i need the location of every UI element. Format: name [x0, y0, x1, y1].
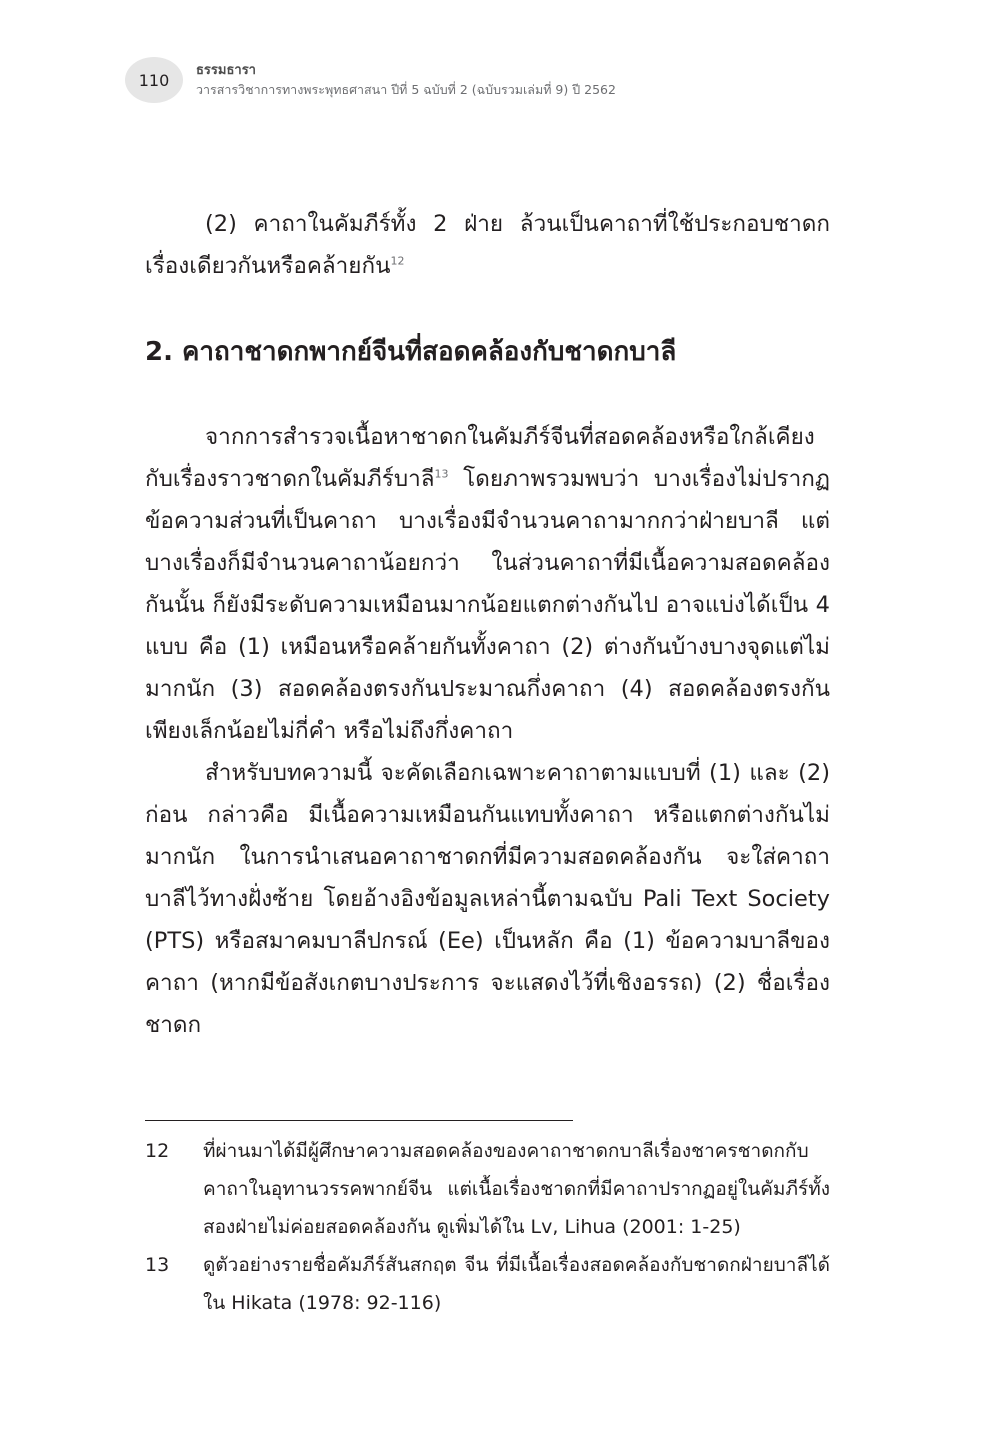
footnote-item	[145, 1246, 830, 1322]
body-paragraph-1-part-b: โดยภาพรวมพบว่า บางเรื่องไม่ปรากฏข้อความส่วนที่เป็นคาถา บางเรื่องมีจำนวนคาถามากกว่าฝ่ายบาลี แต่บางเรื่องก็มีจำนวนคาถาน้อยกว่า ในส่วนคาถาที่มีเนื้อความสอดคล้องกันนั้น ก็ยังมีระดับความเหมือนมากน้อยแตกต่างกันไป อาจแบ่งได้เป็น 4 แบบ คือ (1) เหมือนหรือคล้ายกันทั้งคาถา (2) ต่างกันบ้างบางจุดแต่ไม่มากนัก (3) สอดคล้องตรงกันประมาณกึ่งคาถา (4) สอดคล้องตรงกันเพียงเล็กน้อยไม่กี่คำ หรือไม่ถึงกึ่งคาถา	[145, 466, 830, 744]
page-number-text: 110	[138, 70, 170, 90]
footnote-text: ดูตัวอย่างรายชื่อคัมภีร์สันสกฤต จีน ที่มีเนื้อเรื่องสอดคล้องกับชาดกฝ่ายบาลีได้ใน Hikata (1978: 92-116)	[203, 1254, 830, 1314]
journal-issue: วารสารวิชาการทางพระพุทธศาสนา ปีที่ 5 ฉบับที่ 2 (ฉบับรวมเล่มที่ 9) ปี 2562	[196, 82, 616, 97]
section-title: 2. คาถาชาดกพากย์จีนที่สอดคล้องกับชาดกบาลี	[145, 337, 677, 367]
intro-paragraph-text: (2) คาถาในคัมภีร์ทั้ง 2 ฝ่าย ล้วนเป็นคาถาที่ใช้ประกอบชาดกเรื่องเดียวกันหรือคล้ายกัน	[145, 211, 830, 279]
footnote-number: 12	[145, 1140, 170, 1162]
footnote-text: ที่ผ่านมาได้มีผู้ศึกษาความสอดคล้องของคาถาชาดกบาลีเรื่องชาครชาดกกับคาถาในอุทานวรรคพากย์จีน แต่เนื้อเรื่องชาดกที่มีคาถาปรากฏอยู่ในคัมภีร์ทั้งสองฝ่ายไม่ค่อยสอดคล้องกัน ดูเพิ่มได้ใน Lv, Lihua (2001: 1-25)	[203, 1140, 830, 1238]
body-paragraph-1-part-a: จากการสำรวจเนื้อหาชาดกในคัมภีร์จีนที่สอดคล้องหรือใกล้เคียงกับเรื่องราวชาดกในคัมภีร์บาลี	[145, 424, 815, 492]
footnote-ref-12: 12	[390, 254, 405, 268]
footnotes	[145, 1132, 830, 1322]
intro-paragraph-block	[145, 203, 830, 287]
page-number	[125, 57, 183, 103]
footnote-ref-13: 13	[434, 467, 449, 481]
body-paragraph-1	[145, 416, 830, 752]
footnote-divider	[145, 1120, 573, 1121]
body-paragraph-2: สำหรับบทความนี้ จะคัดเลือกเฉพาะคาถาตามแบบที่ (1) และ (2) ก่อน กล่าวคือ มีเนื้อความเหมือนกันแทบทั้งคาถา หรือแตกต่างกันไม่มากนัก ในการนำเสนอคาถาชาดกที่มีความสอดคล้องกัน จะใส่คาถาบาลีไว้ทางฝั่งซ้าย โดยอ้างอิงข้อมูลเหล่านี้ตามฉบับ Pali Text Society (PTS) หรือสมาคมบาลีปกรณ์ (Ee) เป็นหลัก คือ (1) ข้อความบาลีของคาถา (หากมีข้อสังเกตบางประการ จะแสดงไว้ที่เชิงอรรถ) (2) ชื่อเรื่องชาดก	[145, 760, 830, 1038]
intro-paragraph	[145, 203, 830, 287]
footnote-number: 13	[145, 1254, 170, 1276]
footnote-item	[145, 1132, 830, 1246]
journal-header	[196, 62, 616, 100]
journal-name: ธรรมธารา	[196, 63, 256, 78]
body-text	[145, 416, 830, 1046]
